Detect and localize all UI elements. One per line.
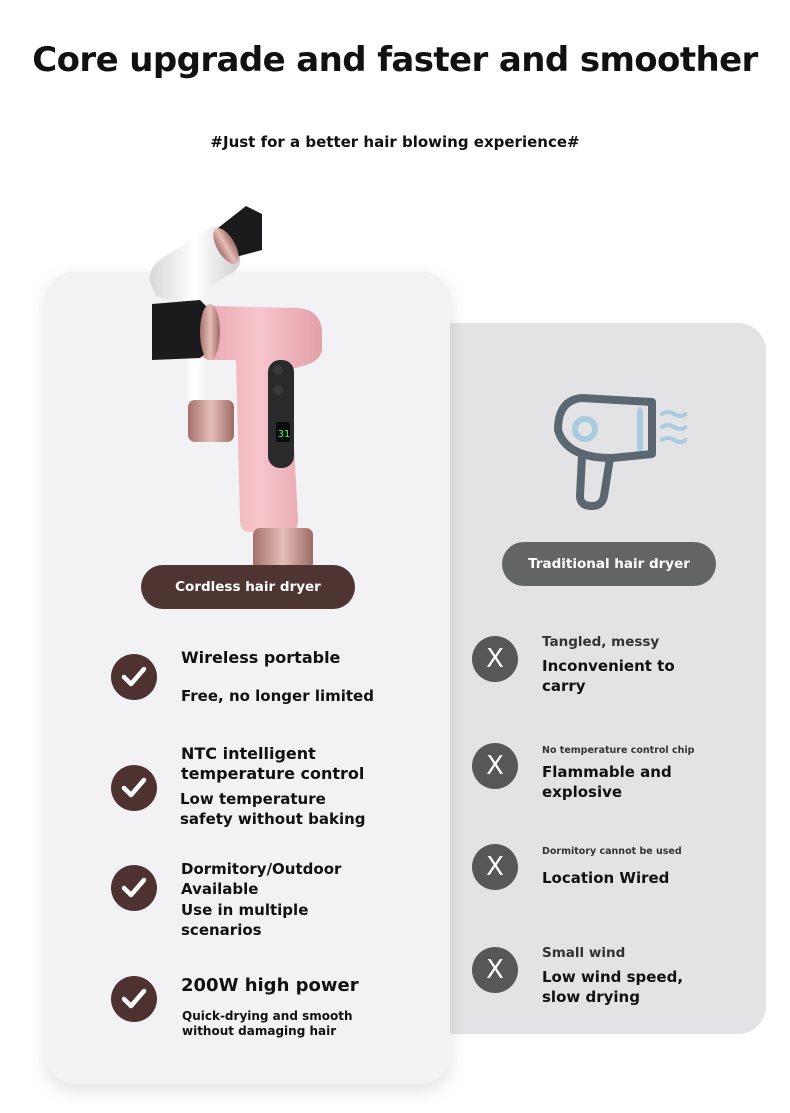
- item-desc-temperature: Flammable and explosive: [542, 763, 672, 801]
- cordless-label: Cordless hair dryer: [141, 565, 355, 609]
- item-title-wind: Small wind: [542, 945, 626, 961]
- check-icon: [111, 865, 157, 911]
- check-icon: [111, 765, 157, 811]
- item-desc-dormitory: Location Wired: [542, 869, 670, 887]
- feature-title-power: 200W high power: [181, 975, 359, 996]
- feature-title-dormitory: Dormitory/Outdoor Available: [181, 860, 342, 898]
- feature-desc-wireless: Free, no longer limited: [181, 687, 374, 705]
- feature-desc-dormitory: Use in multiple scenarios: [181, 901, 309, 939]
- display-readout: 31: [278, 429, 291, 440]
- item-title-dormitory: Dormitory cannot be used: [542, 846, 682, 857]
- cross-icon: X: [472, 636, 518, 682]
- page-title: Core upgrade and faster and smoother: [32, 40, 758, 80]
- check-icon: [111, 654, 157, 700]
- check-icon: [111, 976, 157, 1022]
- feature-title-wireless: Wireless portable: [181, 648, 341, 667]
- feature-title-ntc: NTC intelligent temperature control: [181, 744, 365, 783]
- feature-desc-ntc: Low temperature safety without baking: [180, 790, 366, 828]
- traditional-label: Traditional hair dryer: [502, 542, 716, 586]
- hair-dryer-icon: [552, 390, 687, 512]
- cross-icon: X: [472, 947, 518, 993]
- pink-dryer: [152, 300, 322, 570]
- item-title-temperature: No temperature control chip: [542, 745, 695, 756]
- cross-icon: X: [472, 844, 518, 890]
- product-image: [140, 200, 340, 580]
- cross-icon: X: [472, 743, 518, 789]
- item-desc-tangled: Inconvenient to carry: [542, 657, 675, 695]
- item-desc-wind: Low wind speed, slow drying: [542, 968, 684, 1006]
- page-subtitle: #Just for a better hair blowing experience#: [210, 133, 580, 151]
- feature-desc-power: Quick-drying and smooth without damaging hair: [182, 1009, 353, 1038]
- item-title-tangled: Tangled, messy: [542, 634, 660, 650]
